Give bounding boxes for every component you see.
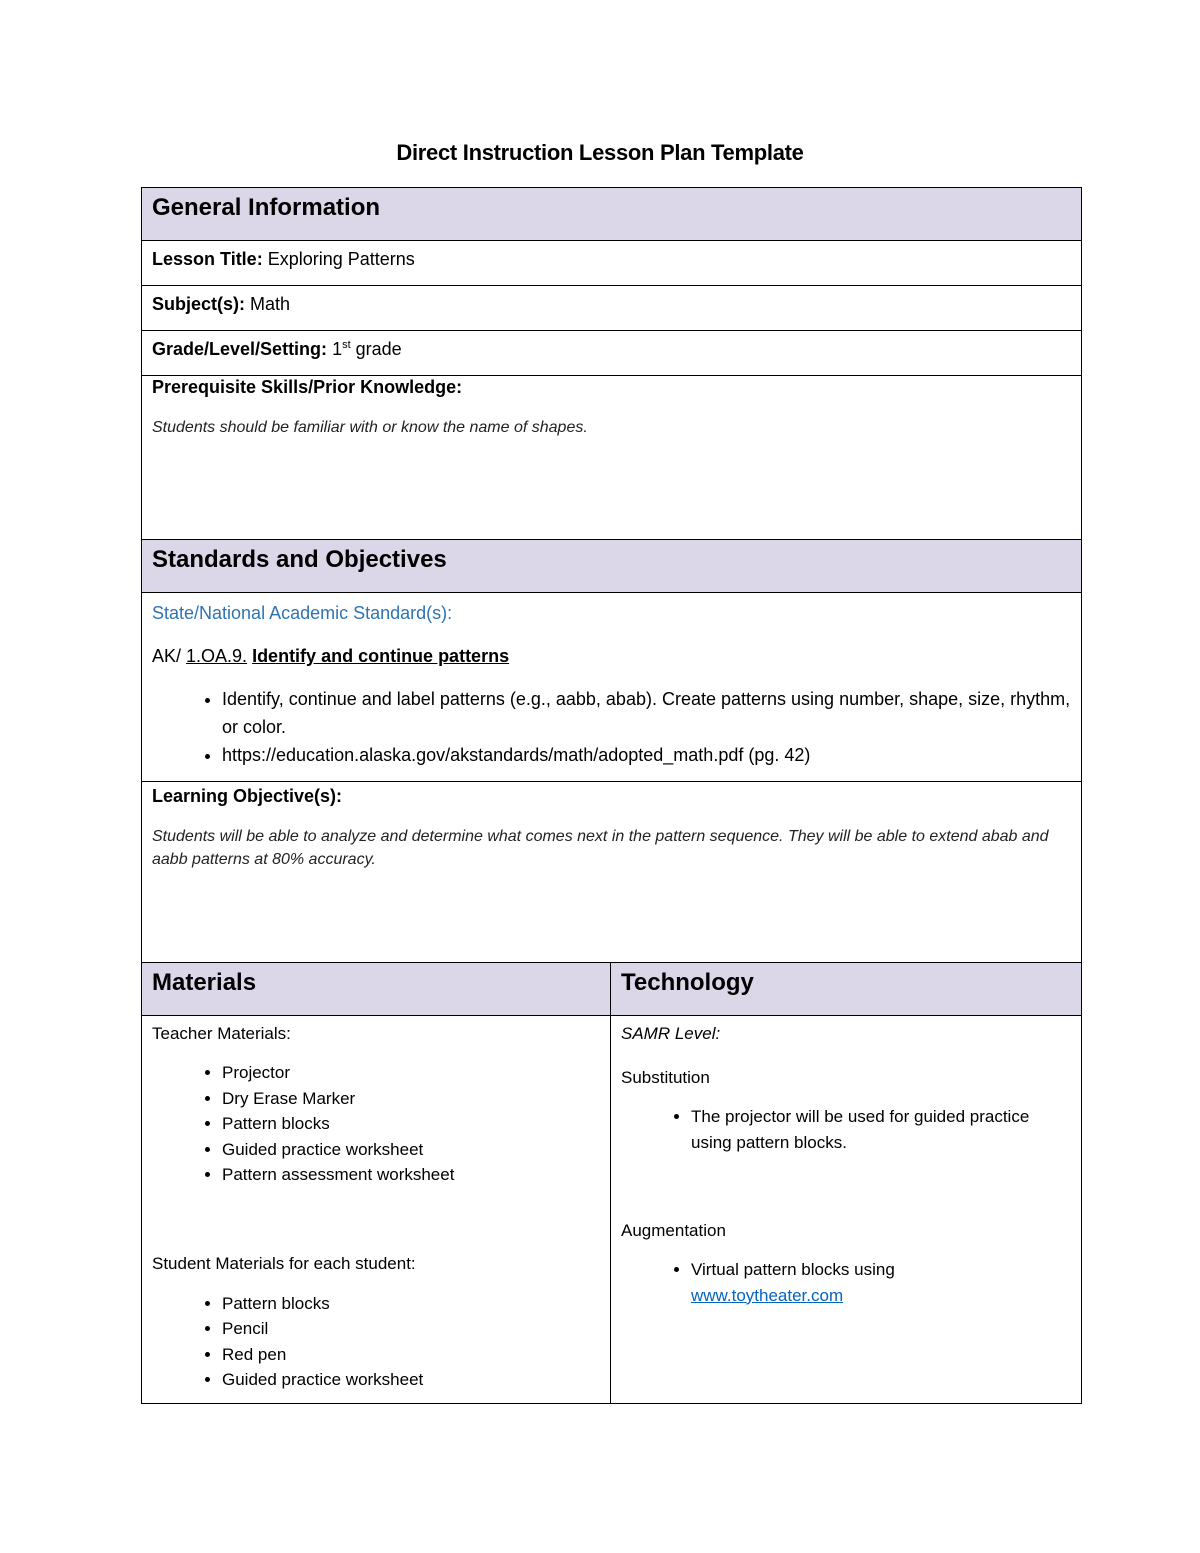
list-item: • Guided practice worksheet: [222, 1367, 600, 1393]
list-item: • Red pen: [222, 1342, 600, 1368]
substitution-list: [621, 1104, 1071, 1155]
list-item: • https://education.alaska.gov/akstandards/math/adopted_math.pdf (pg. 42): [222, 741, 1071, 769]
grade-label: Grade/Level/Setting:: [152, 339, 328, 359]
list-item: • Identify, continue and label patterns (e.g., aabb, abab). Create patterns using number, shape, size, rhythm, or color.: [222, 685, 1071, 741]
list-item: • Pattern blocks: [222, 1111, 600, 1137]
standard-code: 1.OA.9.: [186, 646, 248, 666]
grade-ordinal: st: [342, 339, 351, 351]
list-item: • Dry Erase Marker: [222, 1086, 600, 1112]
subject-label: Subject(s):: [152, 294, 246, 314]
standards-header: [142, 540, 1082, 593]
general-info-header: [142, 188, 1082, 241]
list-item: • Pencil: [222, 1316, 600, 1342]
standard-code-prefix: AK/: [152, 646, 187, 666]
samr-level-label: SAMR Level:: [621, 1024, 721, 1043]
subject-row: [142, 286, 1082, 331]
materials-title: Materials: [152, 969, 257, 996]
teacher-materials-list: [152, 1060, 600, 1188]
grade-suffix: grade: [355, 339, 402, 359]
standards-list: [152, 685, 1071, 769]
technology-cell: [611, 1016, 1082, 1404]
list-item: • Pattern assessment worksheet: [222, 1162, 600, 1188]
teacher-materials-label: Teacher Materials:: [152, 1024, 291, 1043]
grade-number: 1: [332, 339, 343, 359]
prerequisite-row: [142, 376, 1082, 540]
technology-title: Technology: [621, 969, 754, 996]
prerequisite-value: Students should be familiar with or know the name of shapes.: [152, 419, 588, 436]
prerequisite-label: Prerequisite Skills/Prior Knowledge:: [152, 377, 463, 397]
student-materials-label: Student Materials for each student:: [152, 1253, 416, 1273]
lesson-title-value: Exploring Patterns: [267, 249, 415, 269]
standards-row: [142, 593, 1082, 782]
list-item: • The projector will be used for guided practice using pattern blocks.: [691, 1104, 1071, 1155]
augmentation-label: Augmentation: [621, 1221, 726, 1240]
lesson-plan-table: [141, 187, 1082, 1404]
augmentation-list: [621, 1257, 1071, 1308]
toytheater-link[interactable]: www.toytheater.com: [691, 1285, 844, 1305]
student-materials-list: [152, 1291, 600, 1393]
lesson-title-label: Lesson Title:: [152, 249, 263, 269]
standards-title: Standards and Objectives: [152, 546, 447, 573]
list-item: • Pattern blocks: [222, 1291, 600, 1317]
materials-header: [142, 963, 611, 1016]
general-info-title: General Information: [152, 194, 381, 221]
learning-objective-row: [142, 782, 1082, 963]
technology-header: [611, 963, 1082, 1016]
list-item: • Guided practice worksheet: [222, 1137, 600, 1163]
learning-objective-value: Students will be able to analyze and determine what comes next in the pattern sequence. They will be able to extend abab and aabb patterns at 80% accuracy.: [152, 828, 1049, 868]
list-item: • Projector: [222, 1060, 600, 1086]
substitution-label: Substitution: [621, 1068, 710, 1087]
grade-row: [142, 331, 1082, 376]
augmentation-text: Virtual pattern blocks using: [691, 1260, 895, 1279]
learning-objective-label: Learning Objective(s):: [152, 786, 343, 806]
standard-code-line: [152, 646, 1071, 667]
subject-value: Math: [250, 294, 291, 314]
lesson-title-row: [142, 241, 1082, 286]
materials-cell: [142, 1016, 611, 1404]
document-title: Direct Instruction Lesson Plan Template: [396, 140, 804, 165]
list-item: [691, 1257, 1071, 1308]
state-standard-label: State/National Academic Standard(s):: [152, 603, 453, 623]
standard-code-title: Identify and continue patterns: [252, 646, 510, 666]
